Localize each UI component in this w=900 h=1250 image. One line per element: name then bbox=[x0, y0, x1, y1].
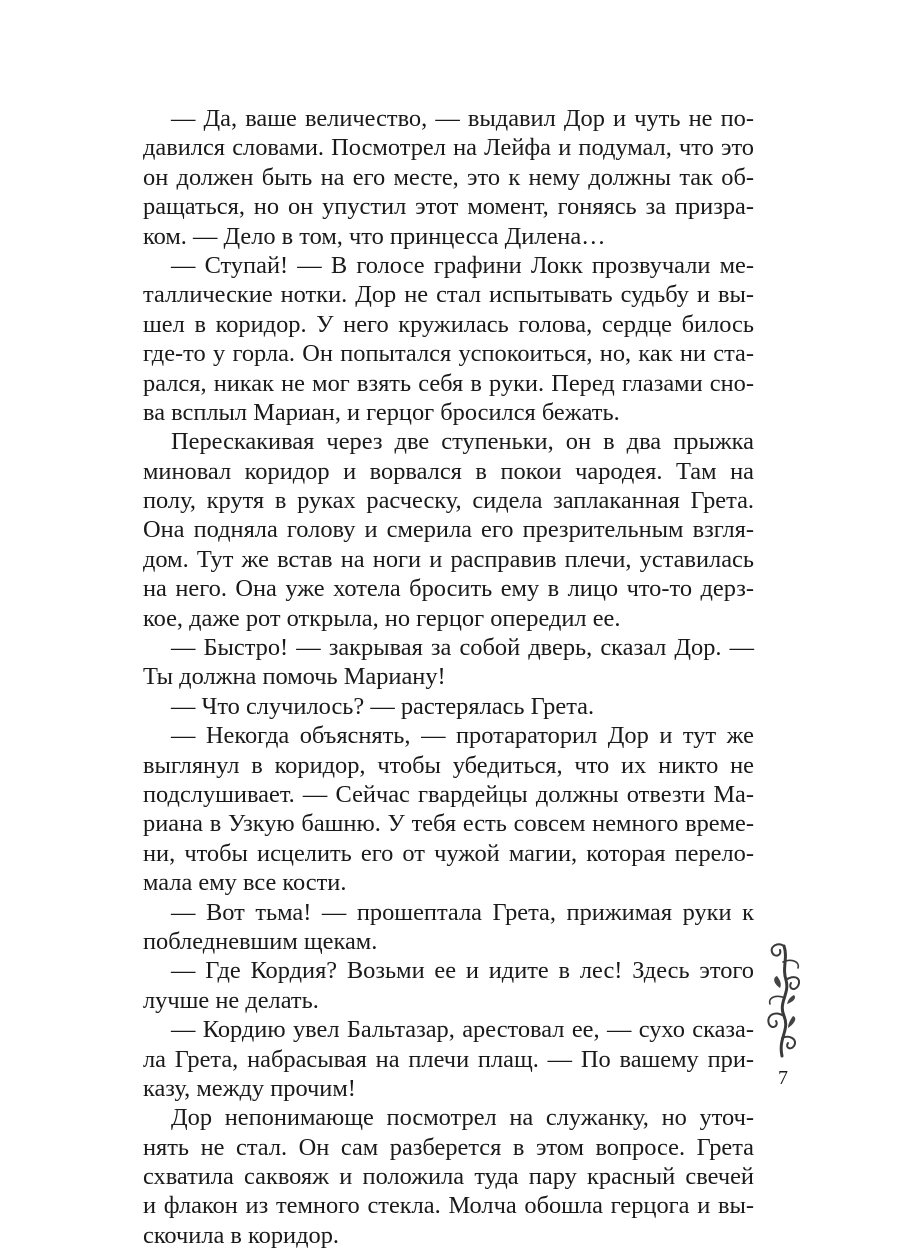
text-line: — Что случилось? — растерялась Грета. bbox=[171, 692, 595, 720]
text-line: дом. Тут же встав на ноги и расправив плечи, уставилась bbox=[143, 545, 754, 573]
text-line: — Ступай! — В голосе графини Локк прозвучали ме- bbox=[171, 251, 754, 279]
text-line: он должен быть на его месте, это к нему должны так об- bbox=[143, 163, 754, 191]
text-line: Перескакивая через две ступеньки, он в два прыжка bbox=[171, 428, 754, 456]
text-line: Дор непонимающе посмотрел на служанку, но уточ- bbox=[171, 1104, 754, 1132]
text-line: — Вот тьма! — прошептала Грета, прижимая руки к bbox=[171, 898, 754, 926]
text-line: мала ему все кости. bbox=[143, 869, 347, 897]
text-line: — Быстро! — закрывая за собой дверь, сказал Дор. — bbox=[171, 634, 754, 662]
text-line: ва всплыл Мариан, и герцог бросился бежать. bbox=[143, 398, 620, 426]
text-line: полу, крутя в руках расческу, сидела заплаканная Грета. bbox=[143, 487, 754, 515]
text-line: где-то у горла. Он попытался успокоиться, но, как ни ста- bbox=[143, 340, 754, 368]
text-line: казу, между прочим! bbox=[143, 1074, 356, 1102]
text-line: побледневшим щекам. bbox=[143, 927, 378, 955]
text-line: Ты должна помочь Мариану! bbox=[143, 663, 446, 691]
text-line: риана в Узкую башню. У тебя есть совсем немного време- bbox=[143, 810, 754, 838]
text-line: — Где Кордия? Возьми ее и идите в лес! Здесь этого bbox=[171, 957, 754, 985]
text-line: таллические нотки. Дор не стал испытывать судьбу и вы- bbox=[143, 281, 754, 309]
text-line: кое, даже рот открыла, но герцог опередил ее. bbox=[143, 604, 621, 632]
text-line: ла Грета, набрасывая на плечи плащ. — По вашему при- bbox=[143, 1045, 754, 1073]
text-line: — Да, ваше величество, — выдавил Дор и чуть не по- bbox=[171, 105, 754, 132]
text-line: миновал коридор и ворвался в покои чародея. Там на bbox=[143, 457, 754, 485]
text-line: давился словами. Посмотрел на Лейфа и подумал, что это bbox=[143, 134, 754, 162]
text-line: выглянул в коридор, чтобы убедиться, что их никто не bbox=[143, 751, 754, 779]
page-number: 7 bbox=[778, 1067, 788, 1089]
text-line: ни, чтобы исцелить его от чужой магии, которая перело- bbox=[143, 839, 754, 867]
text-line: подслушивает. — Сейчас гвардейцы должны отвезти Ма- bbox=[143, 780, 754, 808]
text-line: и флакон из темного стекла. Молча обошла герцога и вы- bbox=[143, 1192, 754, 1220]
text-line: скочила в коридор. bbox=[143, 1221, 339, 1249]
text-line: рался, никак не мог взять себя в руки. Перед глазами сно- bbox=[143, 369, 754, 397]
text-line: — Кордию увел Бальтазар, арестовал ее, — сухо сказа- bbox=[171, 1016, 754, 1044]
text-line: Она подняла голову и смерила его презрительным взгля- bbox=[143, 516, 754, 544]
text-line: на него. Она уже хотела бросить ему в лицо что-то дерз- bbox=[143, 575, 754, 603]
text-line: нять не стал. Он сам разберется в этом вопросе. Грета bbox=[143, 1133, 754, 1161]
text-line: шел в коридор. У него кружилась голова, сердце билось bbox=[143, 310, 754, 338]
floral-vine-ornament-icon bbox=[760, 938, 806, 1060]
text-line: — Некогда объяснять, — протараторил Дор и тут же bbox=[171, 722, 754, 750]
text-line: лучше не делать. bbox=[143, 986, 319, 1014]
page-body-text bbox=[143, 104, 754, 1250]
text-line: ком. — Дело в том, что принцесса Дилена… bbox=[143, 222, 606, 250]
text-line: схватила саквояж и положила туда пару красный свечей bbox=[143, 1163, 754, 1191]
text-line: ращаться, но он упустил этот момент, гоняясь за призра- bbox=[143, 193, 754, 221]
